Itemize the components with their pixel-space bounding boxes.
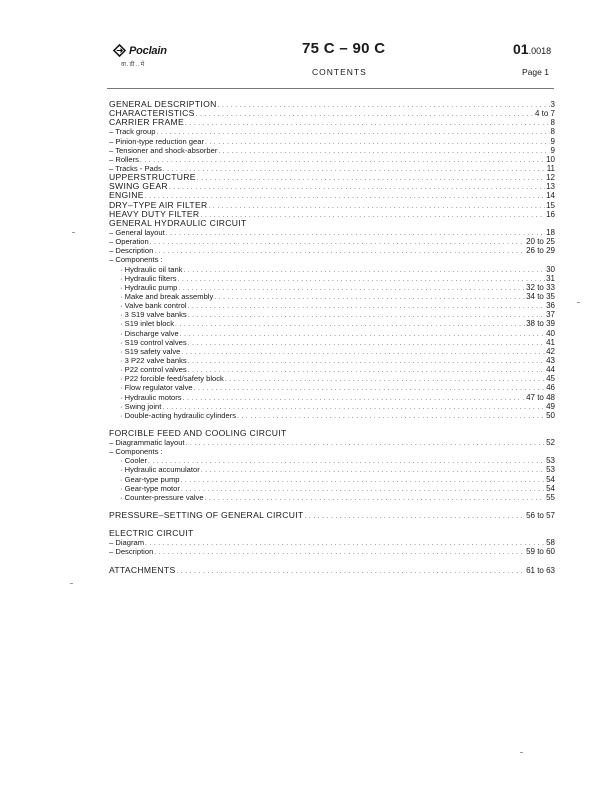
toc-leader-dots (218, 100, 550, 109)
toc-leader-dots (218, 146, 549, 155)
toc-leader-dots (178, 283, 525, 292)
toc-spacer (109, 557, 555, 566)
toc-entry (109, 219, 555, 228)
toc-leader-dots (188, 310, 545, 319)
toc-leader-dots (205, 493, 546, 502)
toc-entry-label: · 3 S19 valve banks (120, 310, 187, 320)
toc-entry-label: · Gear-type motor (120, 483, 180, 493)
toc-entry-page: 44 (546, 365, 555, 375)
toc-entry (109, 155, 555, 164)
toc-entry-page: 54 (546, 483, 555, 493)
toc-entry-label: DRY–TYPE AIR FILTER (109, 200, 208, 210)
toc-entry (109, 210, 555, 219)
toc-entry (109, 547, 555, 556)
toc-entry (109, 191, 555, 200)
toc-leader-dots (166, 228, 545, 237)
toc-entry-page: 38 to 39 (526, 319, 555, 329)
toc-entry (109, 566, 555, 575)
toc-entry-label: · Make and break assembly (120, 291, 214, 301)
toc-entry-label: · Double-acting hydraulic cylinders (120, 410, 237, 420)
toc-entry (109, 356, 555, 365)
toc-entry-label: – Description (109, 246, 154, 256)
toc-entry-page: 59 to 60 (526, 547, 555, 557)
toc-leader-dots (154, 246, 525, 255)
toc-entry (109, 201, 555, 210)
toc-entry (109, 237, 555, 246)
toc-leader-dots (188, 338, 545, 347)
toc-entry-label: FORCIBLE FEED AND COOLING CIRCUIT (109, 428, 287, 438)
toc-entry-label: · Hydraulic oil tank (120, 264, 183, 274)
toc-entry (109, 538, 555, 547)
toc-leader-dots (181, 347, 545, 356)
toc-entry-label: · P22 control valves (120, 365, 187, 375)
toc-entry (109, 447, 555, 456)
document-number-main: 01 (513, 41, 529, 57)
toc-leader-dots (225, 374, 545, 383)
toc-entry (109, 283, 555, 292)
toc-entry (109, 265, 555, 274)
toc-entry (109, 411, 555, 420)
toc-entry (109, 402, 555, 411)
toc-entry-label: – Rollers (109, 154, 139, 164)
toc-entry (109, 319, 555, 328)
toc-entry-page: 37 (546, 310, 555, 320)
toc-entry-page: 61 to 63 (526, 565, 555, 575)
toc-leader-dots (169, 182, 545, 191)
toc-entry-label: PRESSURE–SETTING OF GENERAL CIRCUIT (109, 511, 304, 521)
toc-entry-label: – Description (109, 547, 154, 557)
brand-name: Poclain (129, 44, 167, 57)
toc-entry-label: · S19 inlet block (120, 319, 175, 329)
toc-leader-dots (156, 127, 549, 136)
toc-entry (109, 393, 555, 402)
toc-entry-label: – Components : (109, 447, 163, 457)
toc-entry-page: 3 (550, 100, 555, 109)
toc-entry (109, 365, 555, 374)
toc-spacer (109, 520, 555, 529)
toc-entry-label: – Diagram (109, 538, 145, 548)
toc-entry-label: HEAVY DUTY FILTER (109, 209, 200, 219)
toc-leader-dots (201, 465, 545, 474)
toc-entry-label: – Diagrammatic layout (109, 438, 185, 448)
toc-entry (109, 100, 555, 109)
toc-entry-page: 47 to 48 (526, 392, 555, 402)
toc-entry-page: 13 (546, 182, 555, 192)
toc-leader-dots (305, 511, 526, 520)
toc-entry (109, 146, 555, 155)
toc-entry-page: 9 (550, 145, 555, 155)
scan-speck (577, 302, 580, 303)
toc-entry-label: · Flow regulator valve (120, 383, 193, 393)
toc-entry-label: · Hydraulic accumulator (120, 465, 200, 475)
page-number: Page 1 (522, 67, 549, 77)
toc-leader-dots (150, 237, 525, 246)
toc-entry-label: ELECTRIC CIRCUIT (109, 529, 194, 539)
toc-entry-page: 49 (546, 401, 555, 411)
toc-entry-label: · S19 control valves (120, 337, 187, 347)
toc-entry-label: · Hydraulic motors (120, 392, 182, 402)
toc-entry (109, 475, 555, 484)
toc-entry-page: 8 (550, 127, 555, 137)
toc-entry (109, 429, 555, 438)
toc-leader-dots (185, 118, 550, 127)
toc-leader-dots (209, 201, 546, 210)
toc-entry (109, 255, 555, 264)
table-of-contents (109, 100, 555, 575)
toc-entry-label: · Hydraulic filters (120, 273, 177, 283)
toc-entry (109, 228, 555, 237)
toc-entry (109, 529, 555, 538)
toc-entry (109, 493, 555, 502)
toc-entry-page: 4 to 7 (534, 109, 555, 119)
toc-leader-dots (140, 155, 545, 164)
toc-entry (109, 164, 555, 173)
toc-entry-page: 10 (546, 154, 555, 164)
toc-entry (109, 456, 555, 465)
toc-leader-dots (188, 365, 545, 374)
toc-entry-label: CHARACTERISTICS (109, 109, 195, 119)
toc-leader-dots (145, 191, 545, 200)
document-number-suffix: .0018 (528, 46, 552, 56)
toc-entry-page: 12 (546, 173, 555, 183)
toc-entry-page: 11 (546, 163, 555, 173)
toc-entry-label: – Tracks - Pads (109, 163, 162, 173)
toc-entry-page: 52 (546, 438, 555, 448)
toc-leader-dots (183, 393, 525, 402)
toc-leader-dots (181, 484, 545, 493)
toc-entry-label: · Counter-pressure valve (120, 492, 204, 502)
section-subtitle: CONTENTS (312, 67, 367, 77)
toc-entry (109, 374, 555, 383)
toc-entry (109, 127, 555, 136)
document-number (513, 41, 551, 57)
toc-entry-page: 55 (546, 492, 555, 502)
toc-entry (109, 182, 555, 191)
toc-entry (109, 109, 555, 118)
toc-entry-page: 53 (546, 465, 555, 475)
toc-entry (109, 118, 555, 127)
toc-leader-dots (188, 301, 546, 310)
toc-entry-page: 26 to 29 (526, 246, 555, 256)
toc-entry (109, 383, 555, 392)
toc-entry-page: 53 (546, 456, 555, 466)
toc-entry-page: 32 to 33 (526, 282, 555, 292)
toc-entry-label: · Swing joint (120, 401, 162, 411)
toc-leader-dots (188, 356, 545, 365)
toc-entry-page: 30 (546, 264, 555, 274)
toc-spacer (109, 502, 555, 511)
toc-leader-dots (183, 265, 545, 274)
toc-entry-page: 56 to 57 (526, 511, 555, 521)
toc-entry (109, 292, 555, 301)
toc-leader-dots (176, 566, 525, 575)
toc-entry (109, 347, 555, 356)
toc-entry-label: SWING GEAR (109, 182, 168, 192)
toc-leader-dots (178, 274, 546, 283)
toc-entry-label: · Cooler (120, 456, 148, 466)
toc-leader-dots (175, 319, 525, 328)
brand-subtext: वा.डी..मे (121, 62, 146, 68)
toc-entry (109, 301, 555, 310)
toc-leader-dots (186, 438, 546, 447)
toc-entry-label: ATTACHMENTS (109, 565, 176, 575)
toc-leader-dots (196, 109, 534, 118)
toc-entry-label: – Tensioner and shock-absorber (109, 145, 218, 155)
toc-entry-page: 50 (546, 410, 555, 420)
toc-entry (109, 438, 555, 447)
toc-leader-dots (180, 329, 545, 338)
toc-entry-page: 14 (546, 191, 555, 201)
toc-leader-dots (214, 292, 525, 301)
toc-entry (109, 338, 555, 347)
toc-leader-dots (197, 173, 545, 182)
toc-leader-dots (194, 383, 546, 392)
toc-spacer (109, 420, 555, 429)
toc-entry-label: · Valve bank control (120, 301, 187, 311)
scan-speck (70, 583, 73, 584)
toc-entry-page: 18 (546, 227, 555, 237)
toc-entry-label: – Pinion-type reduction gear (109, 136, 204, 146)
document-title: 75 C – 90 C (302, 40, 386, 57)
toc-entry (109, 246, 555, 255)
toc-entry-page: 16 (546, 209, 555, 219)
toc-entry (109, 137, 555, 146)
brand-logo (113, 44, 167, 57)
toc-leader-dots (200, 210, 545, 219)
toc-entry-page: 15 (546, 200, 555, 210)
toc-entry-page: 54 (546, 474, 555, 484)
toc-entry-label: GENERAL HYDRAULIC CIRCUIT (109, 218, 247, 228)
toc-entry-label: – Track group (109, 127, 156, 137)
toc-leader-dots (145, 538, 545, 547)
toc-entry-page: 40 (546, 328, 555, 338)
toc-entry (109, 465, 555, 474)
toc-entry-label: · Discharge valve (120, 328, 179, 338)
toc-entry-page: 42 (546, 346, 555, 356)
toc-leader-dots (154, 547, 525, 556)
toc-entry-page: 45 (546, 374, 555, 384)
toc-entry-label: · Hydraulic pump (120, 282, 178, 292)
toc-leader-dots (163, 164, 546, 173)
toc-entry-page: 58 (546, 538, 555, 548)
toc-entry-label: · S19 safety valve (120, 346, 181, 356)
toc-entry-label: UPPERSTRUCTURE (109, 173, 196, 183)
page-header (0, 0, 612, 90)
toc-entry-page: 43 (546, 355, 555, 365)
toc-leader-dots (237, 411, 545, 420)
toc-entry-label: · P22 forcible feed/safety block (120, 374, 224, 384)
toc-entry-label: – Components : (109, 255, 163, 265)
toc-entry (109, 310, 555, 319)
toc-leader-dots (205, 137, 550, 146)
toc-entry-page: 36 (546, 301, 555, 311)
scan-speck (520, 752, 523, 753)
toc-entry (109, 173, 555, 182)
toc-entry (109, 274, 555, 283)
toc-leader-dots (181, 475, 546, 484)
diamond-arrow-icon (113, 44, 126, 57)
toc-entry-page: 31 (546, 273, 555, 283)
toc-entry-page: 8 (550, 118, 555, 128)
toc-entry-label: CARRIER FRAME (109, 118, 185, 128)
toc-entry-label: – Operation (109, 237, 149, 247)
toc-leader-dots (162, 402, 545, 411)
toc-entry-page: 46 (546, 383, 555, 393)
toc-entry-label: ENGINE (109, 191, 144, 201)
header-divider (107, 88, 554, 89)
toc-entry-label: · 3 P22 valve banks (120, 355, 187, 365)
scan-speck (72, 232, 75, 233)
toc-entry (109, 484, 555, 493)
toc-entry-label: GENERAL DESCRIPTION (109, 100, 217, 109)
toc-entry-page: 34 to 35 (526, 291, 555, 301)
toc-entry (109, 329, 555, 338)
toc-entry-page: 9 (550, 136, 555, 146)
toc-entry-page: 20 to 25 (526, 237, 555, 247)
toc-entry-page: 41 (546, 337, 555, 347)
toc-entry-label: – General layout (109, 227, 165, 237)
toc-entry (109, 511, 555, 520)
toc-leader-dots (148, 456, 545, 465)
toc-entry-label: · Gear-type pump (120, 474, 180, 484)
